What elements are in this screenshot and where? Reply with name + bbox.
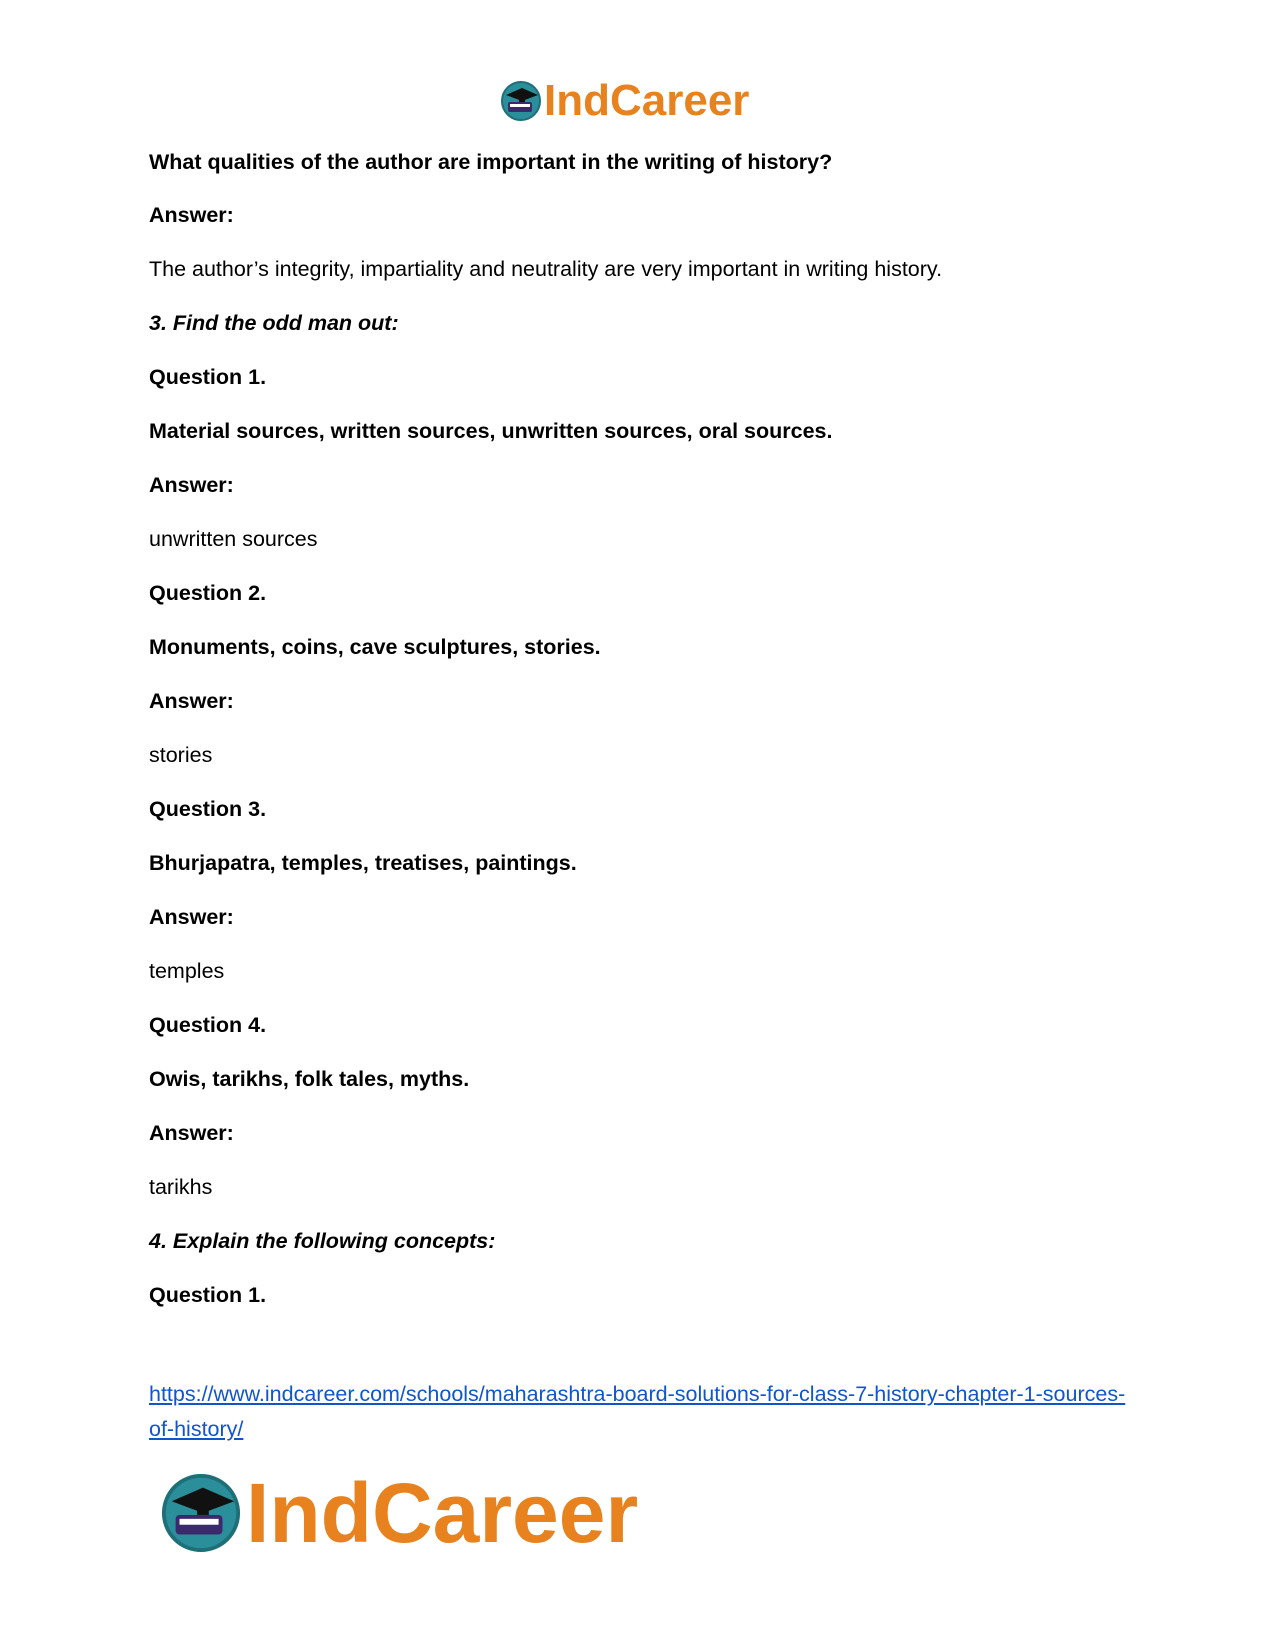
header-logo xyxy=(500,76,749,126)
question-label: Question 4. xyxy=(149,1013,267,1037)
question-prompt: Monuments, coins, cave sculptures, stories. xyxy=(149,635,601,659)
footer-logo xyxy=(160,1465,639,1560)
answer-text: unwritten sources xyxy=(149,527,318,551)
answer-text: The author’s integrity, impartiality and neutrality are very important in writing history. xyxy=(149,257,943,281)
logo-text: IndCareer xyxy=(544,76,750,125)
logo-text: IndCareer xyxy=(246,1465,639,1560)
answer-label: Answer: xyxy=(149,203,234,227)
answer-label: Answer: xyxy=(149,1121,234,1145)
answer-text: stories xyxy=(149,743,213,767)
answer-text: tarikhs xyxy=(149,1175,213,1199)
answer-label: Answer: xyxy=(149,689,234,713)
section-title: 3. Find the odd man out: xyxy=(149,311,399,335)
graduation-cap-book-icon xyxy=(160,1472,242,1554)
question-prompt: Bhurjapatra, temples, treatises, paintings. xyxy=(149,851,577,875)
source-url-link[interactable]: https://www.indcareer.com/schools/maharashtra-board-solutions-for-class-7-history-chapter-1-sources-of-history/ xyxy=(149,1382,1126,1441)
answer-text: temples xyxy=(149,959,225,983)
answer-label: Answer: xyxy=(149,905,234,929)
question-prompt: Material sources, written sources, unwritten sources, oral sources. xyxy=(149,419,833,443)
answer-label: Answer: xyxy=(149,473,234,497)
question-label: Question 1. xyxy=(149,365,267,389)
question-label: Question 1. xyxy=(149,1283,267,1307)
question-label: Question 2. xyxy=(149,581,267,605)
question-intro: What qualities of the author are important in the writing of history? xyxy=(149,150,833,174)
question-prompt: Owis, tarikhs, folk tales, myths. xyxy=(149,1067,470,1091)
question-label: Question 3. xyxy=(149,797,267,821)
graduation-cap-book-icon xyxy=(500,80,542,122)
section-title: 4. Explain the following concepts: xyxy=(149,1229,496,1253)
